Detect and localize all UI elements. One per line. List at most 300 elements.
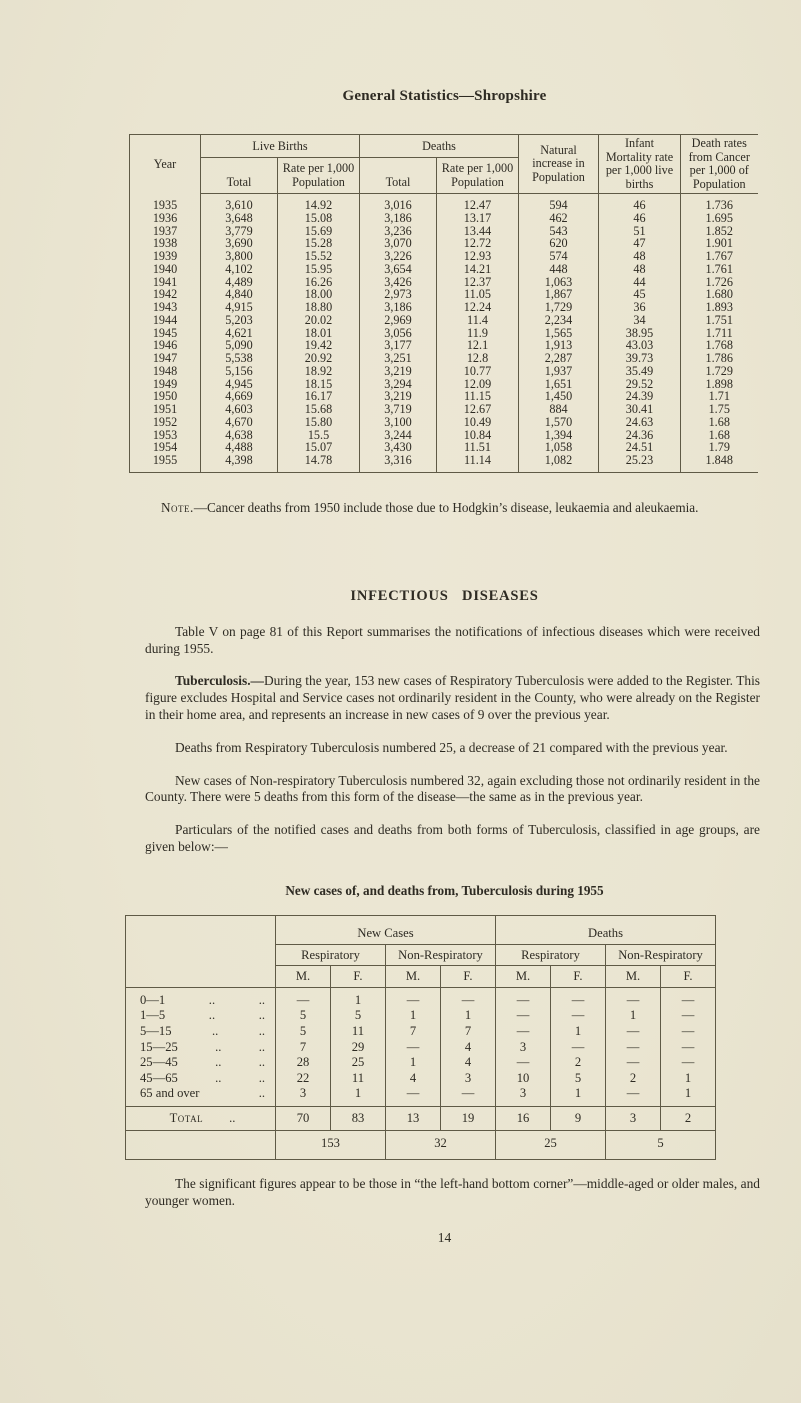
tb-value-cell: — [661,1008,716,1024]
vital-stats-cell: 1.786 [681,352,758,365]
age-group-label: 45—65 .. .. [140,1070,265,1085]
col-group-deaths: Deaths [360,135,519,158]
tb-age-row [126,1086,716,1106]
leader-dots: .. [229,1110,236,1125]
tb-value-cell: 5 [551,1071,606,1087]
tb-group-new-cases: New Cases [276,915,496,944]
tb-value-cell: 4 [386,1071,441,1087]
vital-stats-cell: 18.92 [278,365,360,378]
tb-grand-total-row [126,1131,716,1160]
vital-stats-cell: 1,729 [519,301,599,314]
paragraph-non-respiratory: New cases of Non-respiratory Tuberculosis numbered 32, again excluding those not ordinarily resident in the County. There were 5 deaths from this form of the disease—the same as in the previous year. [145,772,760,805]
vital-stats-cell: 3,186 [360,212,437,225]
vital-stats-cell: 18.01 [278,327,360,340]
vital-stats-row [130,365,758,378]
vital-stats-cell: 20.92 [278,352,360,365]
vital-stats-cell: 1945 [152,325,178,340]
tb-value-cell: — [551,1008,606,1024]
tb-value-cell: — [496,1024,551,1040]
vital-stats-row [130,339,758,352]
vital-stats-row [130,390,758,403]
vital-stats-cell: 1943 [152,300,178,314]
vital-stats-cell: 1.848 [681,454,758,472]
vital-stats-cell: 46 [599,194,681,212]
vital-stats-cell: 2,969 [360,314,437,327]
tb-value-cell: — [606,1086,661,1106]
vital-stats-cell: 1.901 [681,237,758,250]
vital-stats-cell: 19.42 [278,339,360,352]
leader-dots: .. [258,1039,265,1054]
tb-value-cell: 1 [551,1086,606,1106]
vital-stats-cell: 5,203 [201,314,278,327]
vital-stats-cell: 3,226 [360,250,437,263]
tb-col-female: F. [661,965,716,987]
tb-grand-total-cell: 32 [386,1131,496,1160]
vital-stats-row [130,301,758,314]
tb-value-cell: — [661,987,716,1008]
vital-stats-cell: 10.84 [437,429,519,442]
vital-stats-cell: 1939 [152,249,178,263]
tb-value-cell: 2 [606,1071,661,1087]
vital-stats-cell: 11.4 [437,314,519,327]
vital-stats-cell: 36 [599,301,681,314]
tb-subhead-respiratory: Respiratory [276,944,386,965]
vital-stats-cell: 1.893 [681,301,758,314]
vital-stats-cell: 4,669 [201,390,278,403]
age-group-label: 15—25 .. .. [140,1039,265,1054]
vital-stats-cell: 39.73 [599,352,681,365]
vital-stats-cell: 3,426 [360,276,437,289]
tb-value-cell: 11 [331,1071,386,1087]
vital-stats-cell: 1,565 [519,327,599,340]
note-text: —Cancer deaths from 1950 include those due to Hodgkin’s disease, leukaemia and aleukaemia. [193,499,699,515]
tb-col-male: M. [606,965,661,987]
tb-group-deaths: Deaths [496,915,716,944]
vital-stats-cell: 12.72 [437,237,519,250]
vital-stats-cell: 5,538 [201,352,278,365]
col-header-births-total: Total [201,158,278,194]
col-header-natural-increase: Natural increase in Population [519,135,599,194]
tb-age-row [126,1008,716,1024]
tb-value-cell: 1 [331,1086,386,1106]
vital-stats-cell: 3,251 [360,352,437,365]
tb-subhead-non-respiratory: Non-Respiratory [386,944,496,965]
leader-dots: .. [211,1023,219,1038]
vital-stats-cell: 15.52 [278,250,360,263]
vital-stats-cell: 3,100 [360,416,437,429]
tb-value-cell: 3 [496,1040,551,1056]
tb-subhead-respiratory: Respiratory [496,944,606,965]
vital-stats-cell: 13.44 [437,225,519,238]
vital-stats-cell: 30.41 [599,403,681,416]
vital-stats-cell: 15.5 [278,429,360,442]
vital-stats-cell: 11.05 [437,288,519,301]
vital-stats-cell: 1937 [152,223,178,238]
vital-stats-cell: 1935 [152,197,178,212]
vital-stats-cell: 1.898 [681,378,758,391]
vital-stats-cell: 3,648 [201,212,278,225]
vital-stats-cell: 13.17 [437,212,519,225]
vital-stats-cell: 1,913 [519,339,599,352]
vital-stats-row [130,288,758,301]
tb-value-cell: — [606,987,661,1008]
vital-stats-cell: 1.768 [681,339,758,352]
tb-value-cell: — [496,1055,551,1071]
vital-stats-cell: 4,915 [201,301,278,314]
tb-value-cell: 5 [331,1008,386,1024]
vital-stats-cell: 24.63 [599,416,681,429]
vital-stats-cell: 1,450 [519,390,599,403]
vital-stats-cell: 1952 [152,414,178,429]
tuberculosis-text: During the year, 153 new cases of Respiratory Tuberculosis were added to the Register. This figure excludes Hospital and Service cases not ordinarily resident in the County, who were already on the Register in their home area, and represents an increase in new cases of 9 over the previous year. [145,673,760,722]
vital-stats-cell: 48 [599,263,681,276]
vital-stats-cell: 16.26 [278,276,360,289]
vital-stats-row [130,352,758,365]
vital-stats-cell: 4,102 [201,263,278,276]
tb-col-male: M. [496,965,551,987]
section-heading-infectious-diseases: INFECTIOUS DISEASES [350,587,539,604]
vital-stats-cell: 3,779 [201,225,278,238]
vital-stats-cell: 11.51 [437,441,519,454]
col-header-births-rate: Rate per 1,000 Population [278,158,360,194]
vital-stats-cell: 18.15 [278,378,360,391]
vital-stats-cell: 1.761 [681,263,758,276]
tb-value-cell: 4 [441,1055,496,1071]
vital-stats-cell: 48 [599,250,681,263]
vital-stats-cell: 3,610 [201,194,278,212]
vital-stats-cell: 4,603 [201,403,278,416]
tb-total-cell: 2 [661,1106,716,1131]
vital-stats-cell: 3,016 [360,194,437,212]
tb-value-cell: — [661,1040,716,1056]
vital-stats-cell: 12.09 [437,378,519,391]
leader-dots: .. [215,1070,222,1085]
vital-stats-cell: 1950 [152,389,178,404]
vital-stats-cell: 1.729 [681,365,758,378]
vital-stats-cell: 15.08 [278,212,360,225]
vital-stats-cell: 3,654 [360,263,437,276]
paragraph-particulars: Particulars of the notified cases and deaths from both forms of Tuberculosis, classified in age groups, are given below:— [145,822,760,854]
vital-stats-cell: 20.02 [278,314,360,327]
tb-total-cell: 19 [441,1106,496,1131]
tb-age-row [126,1024,716,1040]
tb-value-cell: 1 [331,987,386,1008]
tb-value-cell: 22 [276,1071,331,1087]
vital-stats-cell: 46 [599,212,681,225]
tb-value-cell: — [606,1040,661,1056]
tb-total-cell: 13 [386,1106,441,1131]
vital-stats-row [130,416,758,429]
tb-value-cell: 7 [276,1040,331,1056]
age-group-label: 5—15 .. .. [140,1023,265,1038]
tb-col-male: M. [386,965,441,987]
vital-stats-cell: 1.711 [681,327,758,340]
vital-stats-row [130,314,758,327]
tb-value-cell: — [496,987,551,1008]
tb-col-female: F. [441,965,496,987]
tb-age-row [126,1040,716,1056]
vital-stats-cell: 1951 [152,402,178,416]
tb-value-cell: 4 [441,1040,496,1056]
tb-total-row [126,1106,716,1131]
vital-stats-cell: 448 [519,263,599,276]
tb-total-cell: 83 [331,1106,386,1131]
vital-stats-cell: 1.71 [681,390,758,403]
tb-total-cell: 3 [606,1106,661,1131]
tb-value-cell: 1 [661,1071,716,1087]
leader-dots: .. [258,1070,265,1085]
vital-stats-cell: 1.695 [681,212,758,225]
tb-value-cell: — [386,1086,441,1106]
vital-stats-cell: 18.80 [278,301,360,314]
tb-value-cell: — [661,1024,716,1040]
vital-stats-cell: 1,082 [519,454,599,472]
vital-stats-cell: 44 [599,276,681,289]
tb-table [125,915,716,1160]
tb-value-cell: — [441,987,496,1008]
tb-subhead-non-respiratory: Non-Respiratory [606,944,716,965]
vital-stats-cell: 15.69 [278,225,360,238]
leader-dots: .. [258,1008,265,1023]
tb-age-row [126,987,716,1008]
vital-stats-row [130,327,758,340]
vital-stats-cell: 4,488 [201,441,278,454]
vital-stats-row [130,276,758,289]
vital-stats-cell: 12.8 [437,352,519,365]
vital-stats-cell: 1947 [152,351,178,365]
vital-stats-cell: 4,945 [201,378,278,391]
vital-stats-cell: 10.77 [437,365,519,378]
age-group-label: 65 and over .. [140,1086,265,1101]
tb-value-cell: — [661,1055,716,1071]
vital-stats-cell: 16.17 [278,390,360,403]
tb-total-cell: 70 [276,1106,331,1131]
vital-stats-cell: 15.28 [278,237,360,250]
tb-value-cell: 1 [661,1086,716,1106]
vital-stats-cell: 3,219 [360,390,437,403]
vital-stats-cell: 12.1 [437,339,519,352]
vital-stats-cell: 1940 [152,261,178,276]
vital-stats-cell: 1941 [152,274,178,289]
tb-value-cell: 7 [386,1024,441,1040]
vital-stats-cell: 34 [599,314,681,327]
vital-stats-cell: 3,294 [360,378,437,391]
tb-table-title: New cases of, and deaths from, Tuberculosis during 1955 [285,882,604,898]
vital-stats-cell: 3,186 [360,301,437,314]
vital-stats-row [130,250,758,263]
vital-stats-cell: 3,219 [360,365,437,378]
vital-stats-cell: 4,638 [201,429,278,442]
vital-stats-row [130,378,758,391]
vital-stats-cell: 543 [519,225,599,238]
col-header-deaths-total: Total [360,158,437,194]
vital-stats-cell: 1.680 [681,288,758,301]
vital-stats-cell: 11.15 [437,390,519,403]
vital-stats-cell: 1.68 [681,429,758,442]
vital-stats-row [130,403,758,416]
vital-stats-cell: 1953 [152,427,178,442]
vital-stats-cell: 1.68 [681,416,758,429]
vital-stats-row [130,441,758,454]
tb-value-cell: 1 [386,1055,441,1071]
vital-stats-cell: 47 [599,237,681,250]
leader-dots: .. [208,992,216,1007]
vital-stats-cell: 15.95 [278,263,360,276]
vital-stats-cell: 25.23 [599,454,681,472]
tb-value-cell: 7 [441,1024,496,1040]
vital-stats-cell: 1942 [152,287,178,302]
vital-stats-cell: 1,394 [519,429,599,442]
vital-stats-cell: 2,287 [519,352,599,365]
tb-value-cell: — [551,987,606,1008]
tb-total-cell: 9 [551,1106,606,1131]
vital-stats-cell: 1.726 [681,276,758,289]
vital-stats-cell: 29.52 [599,378,681,391]
vital-stats-cell: 462 [519,212,599,225]
vital-stats-cell: 1,651 [519,378,599,391]
vital-statistics-table [129,134,758,473]
age-group-label: 25—45 .. .. [140,1055,265,1070]
tb-value-cell: — [606,1055,661,1071]
tb-value-cell: — [386,1040,441,1056]
tb-grand-total-cell: 25 [496,1131,606,1160]
vital-stats-row [130,237,758,250]
vital-stats-cell: 1.767 [681,250,758,263]
vital-stats-cell: 45 [599,288,681,301]
vital-stats-cell: 1.736 [681,194,758,212]
vital-stats-cell: 3,244 [360,429,437,442]
vital-stats-cell: 1948 [152,363,178,378]
vital-stats-cell: 1,058 [519,441,599,454]
vital-stats-cell: 15.68 [278,403,360,416]
vital-stats-cell: 3,430 [360,441,437,454]
vital-stats-cell: 1.751 [681,314,758,327]
vital-stats-cell: 43.03 [599,339,681,352]
vital-stats-cell: 11.14 [437,454,519,472]
leader-dots: .. [258,1023,265,1038]
vital-stats-cell: 1.852 [681,225,758,238]
page-content [129,0,760,1246]
page-title: General Statistics—Shropshire [342,88,547,104]
tb-value-cell: — [276,987,331,1008]
vital-stats-cell: 620 [519,237,599,250]
tb-grand-total-cell: 5 [606,1131,716,1160]
tb-value-cell: 3 [496,1086,551,1106]
col-group-live-births: Live Births [201,135,360,158]
vital-stats-cell: 3,719 [360,403,437,416]
vital-stats-row [130,263,758,276]
vital-stats-cell: 24.36 [599,429,681,442]
tb-value-cell: — [386,987,441,1008]
col-header-cancer-death-rate: Death rates from Cancer per 1,000 of Population [681,135,758,194]
vital-stats-cell: 1944 [152,312,178,327]
vital-stats-cell: 14.78 [278,454,360,472]
paragraph-respiratory-deaths: Deaths from Respiratory Tuberculosis numbered 25, a decrease of 21 compared with the previous year. [175,739,728,755]
vital-stats-cell: 4,670 [201,416,278,429]
tb-age-row [126,1055,716,1071]
vital-stats-cell: 51 [599,225,681,238]
age-group-label: Total .. [126,1106,276,1131]
vital-stats-cell: 35.49 [599,365,681,378]
vital-stats-cell: 574 [519,250,599,263]
leader-dots: .. [258,1086,265,1101]
vital-stats-cell: 5,156 [201,365,278,378]
tb-col-female: F. [551,965,606,987]
vital-stats-cell: 18.00 [278,288,360,301]
vital-stats-cell: 10.49 [437,416,519,429]
vital-stats-cell: 11.9 [437,327,519,340]
tb-value-cell: — [496,1008,551,1024]
vital-stats-cell: 1,867 [519,288,599,301]
vital-stats-row [130,429,758,442]
vital-stats-cell: 14.21 [437,263,519,276]
tb-age-row [126,1071,716,1087]
vital-stats-cell: 24.51 [599,441,681,454]
tb-value-cell: — [441,1086,496,1106]
tb-value-cell: 1 [441,1008,496,1024]
vital-stats-cell: 1936 [152,210,178,225]
tuberculosis-lead: Tuberculosis.— [175,673,264,689]
vital-stats-cell: 3,056 [360,327,437,340]
tb-value-cell: — [551,1040,606,1056]
tb-value-cell: 1 [386,1008,441,1024]
tb-value-cell: 25 [331,1055,386,1071]
vital-stats-cell: 4,621 [201,327,278,340]
vital-stats-cell: 1,570 [519,416,599,429]
col-header-infant-mortality: Infant Mortality rate per 1,000 live births [599,135,681,194]
vital-stats-cell: 3,316 [360,454,437,472]
leader-dots: .. [215,1055,222,1070]
tb-grand-total-cell: 153 [276,1131,386,1160]
vital-stats-row [130,194,758,212]
vital-stats-cell: 884 [519,403,599,416]
age-group-label: 0—1 .. .. [140,992,265,1007]
age-group-label: 1—5 .. .. [140,1008,265,1023]
tb-value-cell: 5 [276,1008,331,1024]
tb-value-cell: 1 [606,1008,661,1024]
vital-stats-cell: 24.39 [599,390,681,403]
vital-stats-cell: 15.80 [278,416,360,429]
vital-stats-cell: 38.95 [599,327,681,340]
vital-stats-row [130,212,758,225]
leader-dots: .. [215,1039,222,1054]
vital-stats-cell: 1938 [152,236,178,251]
tb-value-cell: 11 [331,1024,386,1040]
vital-stats-cell: 12.93 [437,250,519,263]
vital-stats-row [130,454,758,472]
tb-total-cell: 16 [496,1106,551,1131]
vital-stats-cell: 1,937 [519,365,599,378]
vital-stats-cell: 3,177 [360,339,437,352]
vital-stats-cell: 1,063 [519,276,599,289]
vital-stats-cell: 12.67 [437,403,519,416]
vital-stats-cell: 1954 [152,440,178,455]
vital-stats-cell: 4,398 [201,454,278,472]
leader-dots: .. [208,1008,216,1023]
tb-value-cell: 28 [276,1055,331,1071]
vital-stats-cell: 2,234 [519,314,599,327]
col-header-year: Year [153,156,177,171]
tb-col-male: M. [276,965,331,987]
vital-stats-cell: 4,489 [201,276,278,289]
vital-stats-cell: 1946 [152,338,178,353]
tb-value-cell: 5 [276,1024,331,1040]
vital-stats-cell: 3,070 [360,237,437,250]
tb-value-cell: 3 [441,1071,496,1087]
vital-stats-cell: 5,090 [201,339,278,352]
vital-stats-cell: 3,800 [201,250,278,263]
vital-stats-cell: 15.07 [278,441,360,454]
